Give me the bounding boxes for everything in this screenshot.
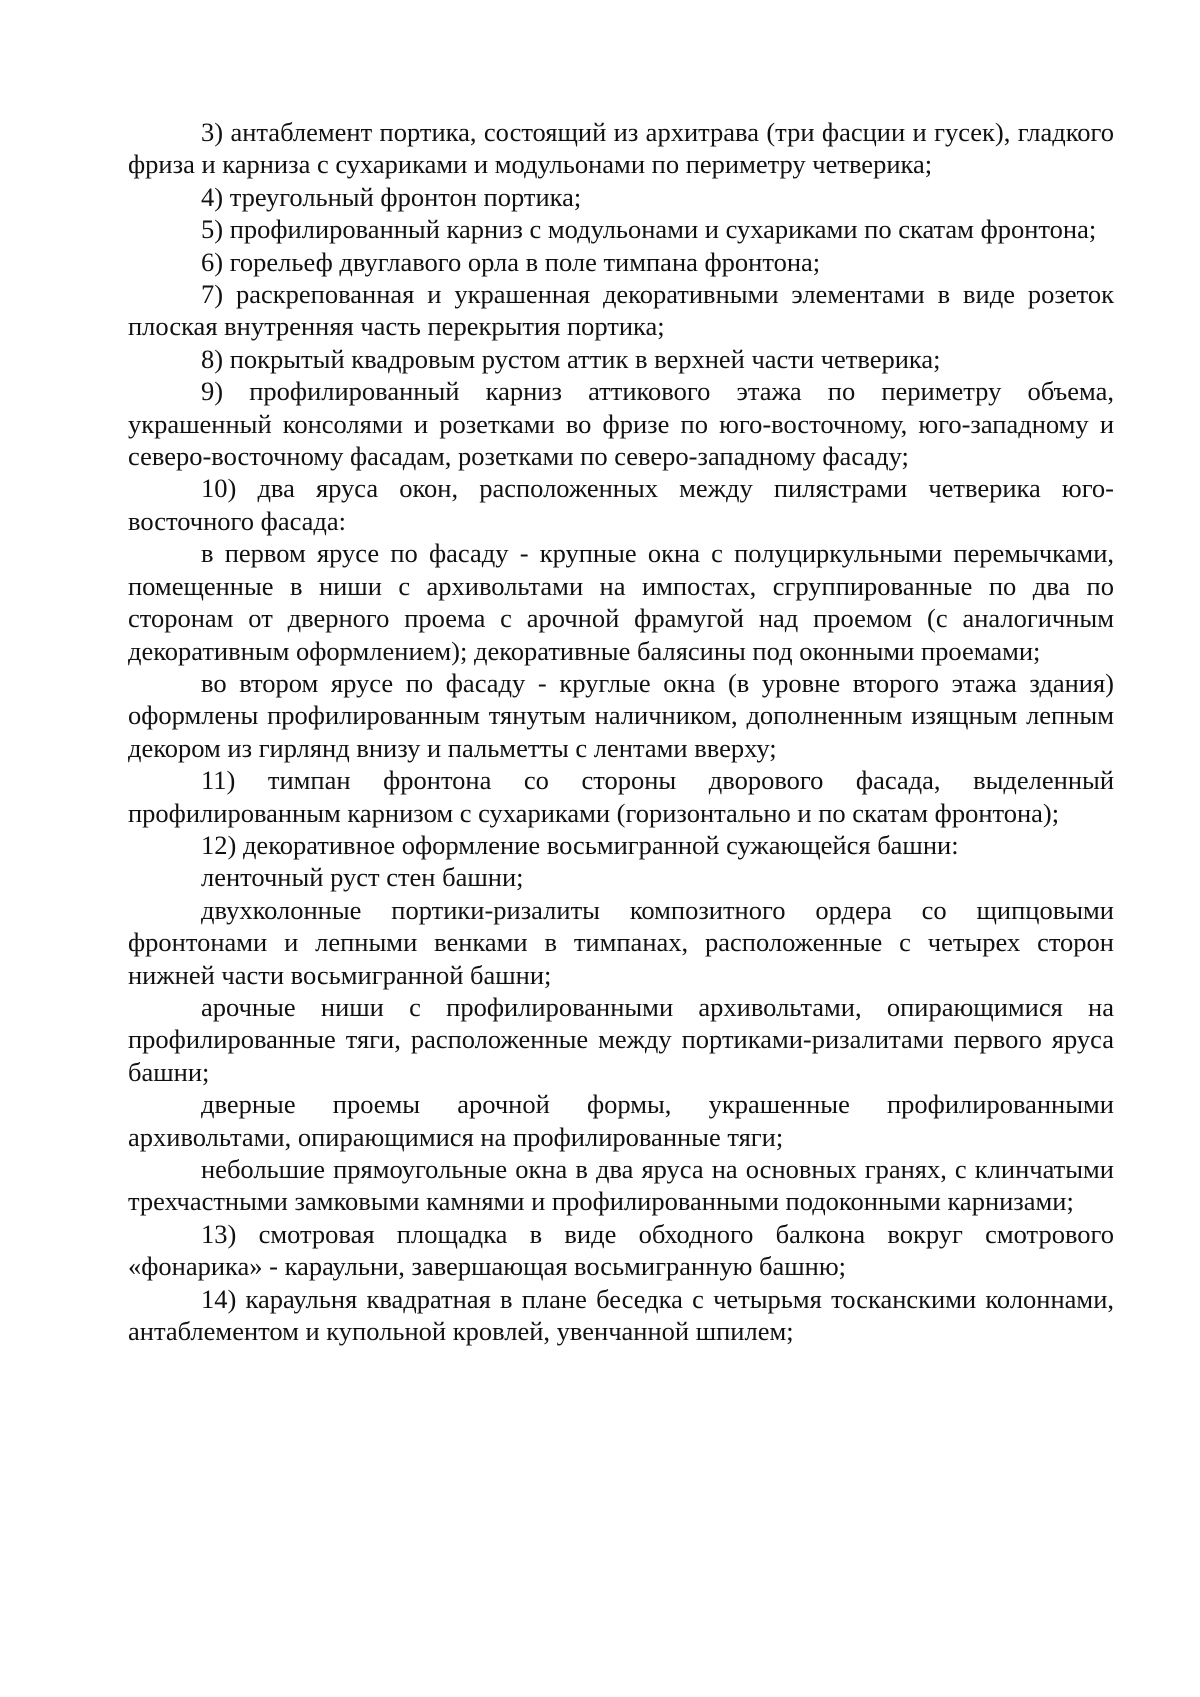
paragraph-item-7: 7) раскрепованная и украшенная декоративными элементами в виде розеток плоская внутренняя часть перекрытия портика;	[128, 279, 1114, 342]
paragraph-item-12: 12) декоративное оформление восьмигранной сужающейся башни:	[201, 829, 959, 860]
paragraph-subitem-arched-niches: арочные ниши с профилированными архивольтами, опирающимися на профилированные тяги, расположенные между портиками-ризалитами первого яруса башни;	[128, 991, 1114, 1087]
paragraph-item-14: 14) караульня квадратная в плане беседка с четырьмя тосканскими колоннами, антаблементом и купольной кровлей, увенчанной шпилем;	[128, 1283, 1114, 1347]
paragraph-item-6: 6) горельеф двуглавого орла в поле тимпана фронтона;	[201, 246, 821, 277]
paragraph-subitem-door-openings: дверные проемы арочной формы, украшенные профилированными архивольтами, опирающимися на профилированные тяги;	[128, 1089, 1114, 1152]
paragraph-subitem-first-tier: в первом ярусе по фасаду - крупные окна с полуциркульными перемычками, помещенные в ниши с архивольтами на импостах, сгруппированные по два по сторонам от дверного проема с арочной фрамугой над проемом (с аналогичным декоративным оформлением); декоративные балясины под оконными проемами;	[128, 538, 1114, 666]
paragraph-item-8: 8) покрытый квадровым рустом аттик в верхней части четверика;	[201, 343, 941, 374]
paragraph-item-13: 13) смотровая площадка в виде обходного балкона вокруг смотрового «фонарика» - караульни, завершающая восьмигранную башню;	[128, 1218, 1114, 1282]
document-body	[128, 116, 1114, 1347]
paragraph-item-4: 4) треугольный фронтон портика;	[201, 181, 582, 212]
paragraph-subitem-porticoes: двухколонные портики-ризалиты композитного ордера со щипцовыми фронтонами и лепными венками в тимпанах, расположенные с четырех сторон нижней части восьмигранной башни;	[128, 894, 1114, 990]
paragraph-item-11: 11) тимпан фронтона со стороны дворового фасада, выделенный профилированным карнизом с сухариками (горизонтально и по скатам фронтона);	[128, 765, 1114, 828]
paragraph-subitem-small-windows: небольшие прямоугольные окна в два яруса на основных гранях, с клинчатыми трехчастными замковыми камнями и профилированными подоконными карнизами;	[128, 1154, 1114, 1217]
paragraph-item-3: 3) антаблемент портика, состоящий из архитрава (три фасции и гусек), гладкого фриза и карниза с сухариками и модульонами по периметру четверика;	[128, 117, 1114, 180]
paragraph-item-10: 10) два яруса окон, расположенных между пилястрами четверика юго-восточного фасада:	[128, 473, 1114, 536]
paragraph-subitem-second-tier: во втором ярусе по фасаду - круглые окна (в уровне второго этажа здания) оформлены профилированным тянутым наличником, дополненным изящным лепным декором из гирлянд внизу и пальметты с лентами вверху;	[128, 667, 1114, 763]
paragraph-item-9: 9) профилированный карниз аттикового этажа по периметру объема, украшенный консолями и розетками во фризе по юго-восточному, юго-западному и северо-восточному фасадам, розетками по северо-западному фасаду;	[128, 376, 1114, 472]
paragraph-subitem-rustication: ленточный руст стен башни;	[201, 862, 524, 893]
paragraph-item-5: 5) профилированный карниз с модульонами и сухариками по скатам фронтона;	[201, 214, 1097, 245]
